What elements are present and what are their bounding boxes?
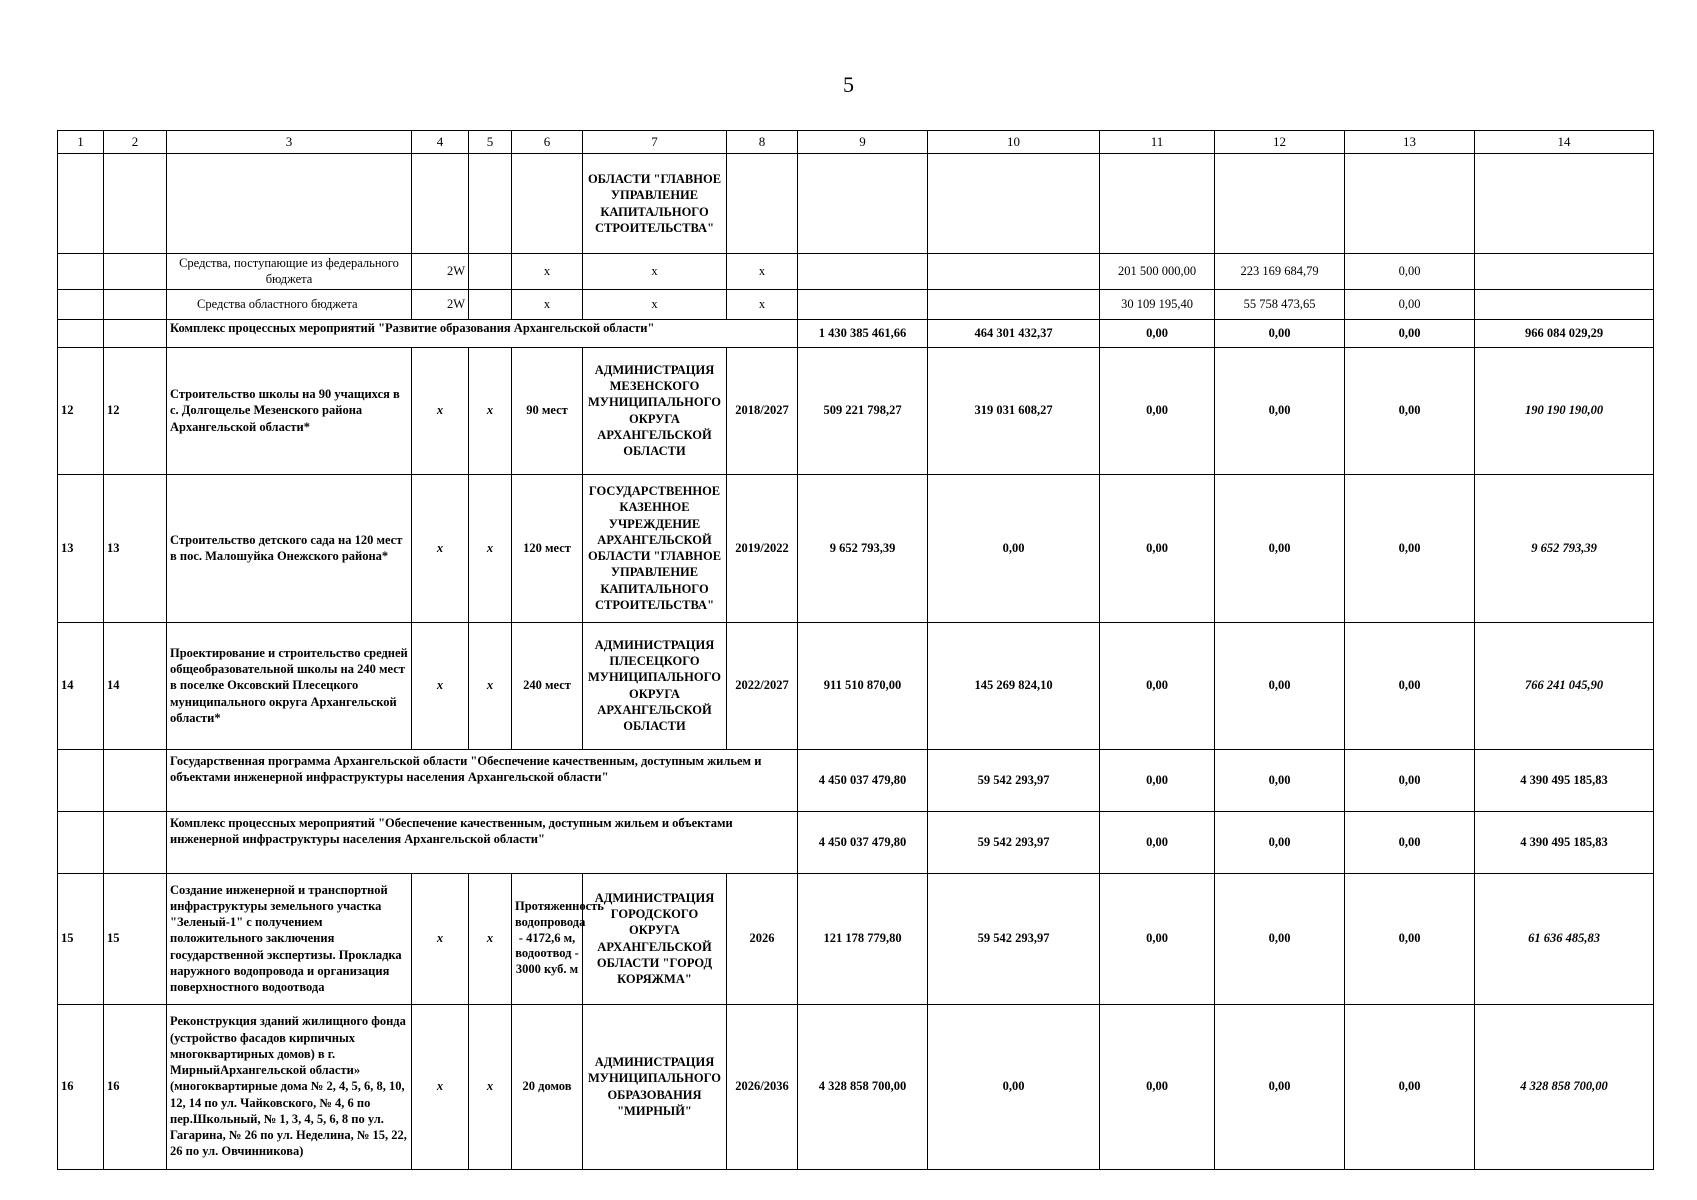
amount-cell: 0,00 (1100, 811, 1215, 873)
funding-source-label: Средства, поступающие из федерального бюджета (167, 254, 412, 290)
x-cell: x (512, 289, 583, 319)
col-header: 13 (1345, 131, 1475, 154)
x-cell: x (469, 474, 512, 622)
amount-cell: 0,00 (1345, 319, 1475, 347)
amount-cell: 0,00 (928, 1004, 1100, 1169)
organization-cell: АДМИНИСТРАЦИЯ ГОРОДСКОГО ОКРУГА АРХАНГЕЛЬСКОЙ ОБЛАСТИ "ГОРОД КОРЯЖМА" (583, 873, 727, 1004)
continuation-row (58, 154, 1654, 254)
col-header: 11 (1100, 131, 1215, 154)
amount-cell: 0,00 (1100, 347, 1215, 474)
organization-cell: ГОСУДАРСТВЕННОЕ КАЗЕННОЕ УЧРЕЖДЕНИЕ АРХАНГЕЛЬСКОЙ ОБЛАСТИ "ГЛАВНОЕ УПРАВЛЕНИЕ КАПИТАЛЬНОГО СТРОИТЕЛЬСТВА" (583, 474, 727, 622)
amount-cell: 59 542 293,97 (928, 811, 1100, 873)
x-cell: x (412, 873, 469, 1004)
table-row (58, 474, 1654, 622)
amount-cell: 0,00 (1100, 749, 1215, 811)
table-row (58, 873, 1654, 1004)
row-number: 12 (104, 347, 167, 474)
period-cell: 2018/2027 (727, 347, 798, 474)
amount-cell: 966 084 029,29 (1475, 319, 1654, 347)
amount-cell: 0,00 (1345, 622, 1475, 749)
row-number: 13 (58, 474, 104, 622)
amount-cell: 0,00 (1100, 622, 1215, 749)
row-number: 16 (104, 1004, 167, 1169)
col-header: 14 (1475, 131, 1654, 154)
row-number: 14 (58, 622, 104, 749)
amount-cell: 0,00 (1215, 749, 1345, 811)
amount-cell: 0,00 (1100, 474, 1215, 622)
amount-cell: 0,00 (1345, 474, 1475, 622)
amount-cell: 464 301 432,37 (928, 319, 1100, 347)
x-cell: x (469, 347, 512, 474)
row-number: 12 (58, 347, 104, 474)
row-number: 14 (104, 622, 167, 749)
col-header: 7 (583, 131, 727, 154)
amount-cell: 223 169 684,79 (1215, 254, 1345, 290)
x-cell: x (412, 347, 469, 474)
x-cell: x (469, 873, 512, 1004)
x-cell: x (412, 1004, 469, 1169)
object-name: Строительство детского сада на 120 мест в пос. Малошуйка Онежского района* (167, 474, 412, 622)
col-header: 6 (512, 131, 583, 154)
period-cell: 2022/2027 (727, 622, 798, 749)
col-header: 8 (727, 131, 798, 154)
amount-cell: 766 241 045,90 (1475, 622, 1654, 749)
period-cell: 2026 (727, 873, 798, 1004)
budget-table (57, 130, 1654, 1170)
amount-cell: 55 758 473,65 (1215, 289, 1345, 319)
table-row (58, 622, 1654, 749)
organization-cell: ОБЛАСТИ "ГЛАВНОЕ УПРАВЛЕНИЕ КАПИТАЛЬНОГО СТРОИТЕЛЬСТВА" (583, 154, 727, 254)
amount-cell: 0,00 (1215, 622, 1345, 749)
complex-education-row (58, 319, 1654, 347)
page-number: 5 (843, 72, 854, 97)
amount-cell: 509 221 798,27 (798, 347, 928, 474)
amount-cell: 0,00 (1100, 873, 1215, 1004)
amount-cell: 0,00 (1345, 749, 1475, 811)
regional-funds-row (58, 289, 1654, 319)
amount-cell: 0,00 (1345, 811, 1475, 873)
x-cell: x (583, 254, 727, 290)
amount-cell: 0,00 (1345, 289, 1475, 319)
row-number: 15 (104, 873, 167, 1004)
amount-cell: 0,00 (1100, 1004, 1215, 1169)
amount-cell: 4 450 037 479,80 (798, 749, 928, 811)
col-header: 9 (798, 131, 928, 154)
organization-cell: АДМИНИСТРАЦИЯ МУНИЦИПАЛЬНОГО ОБРАЗОВАНИЯ "МИРНЫЙ" (583, 1004, 727, 1169)
amount-cell: 145 269 824,10 (928, 622, 1100, 749)
federal-funds-row (58, 254, 1654, 290)
amount-cell: 9 652 793,39 (798, 474, 928, 622)
amount-cell: 4 328 858 700,00 (1475, 1004, 1654, 1169)
amount-cell: 319 031 608,27 (928, 347, 1100, 474)
organization-cell: АДМИНИСТРАЦИЯ МЕЗЕНСКОГО МУНИЦИПАЛЬНОГО ОКРУГА АРХАНГЕЛЬСКОЙ ОБЛАСТИ (583, 347, 727, 474)
amount-cell: 0,00 (1215, 1004, 1345, 1169)
table-row (58, 347, 1654, 474)
row-number: 16 (58, 1004, 104, 1169)
amount-cell: 0,00 (1345, 347, 1475, 474)
amount-cell: 121 178 779,80 (798, 873, 928, 1004)
amount-cell: 0,00 (1345, 873, 1475, 1004)
amount-cell: 0,00 (1215, 811, 1345, 873)
x-cell: x (727, 289, 798, 319)
x-cell: x (412, 474, 469, 622)
complex-housing-row (58, 811, 1654, 873)
amount-cell: 0,00 (1345, 1004, 1475, 1169)
funding-source-label: Средства областного бюджета (167, 289, 412, 319)
amount-cell: 9 652 793,39 (1475, 474, 1654, 622)
x-cell: x (583, 289, 727, 319)
code-cell: 2W (412, 254, 469, 290)
amount-cell: 59 542 293,97 (928, 749, 1100, 811)
amount-cell: 0,00 (1215, 474, 1345, 622)
program-row (58, 749, 1654, 811)
period-cell: 2019/2022 (727, 474, 798, 622)
amount-cell: 4 450 037 479,80 (798, 811, 928, 873)
x-cell: x (412, 622, 469, 749)
amount-cell: 0,00 (1345, 254, 1475, 290)
row-number: 15 (58, 873, 104, 1004)
amount-cell: 190 190 190,00 (1475, 347, 1654, 474)
col-header: 4 (412, 131, 469, 154)
x-cell: x (469, 1004, 512, 1169)
col-header: 3 (167, 131, 412, 154)
section-title: Государственная программа Архангельской области "Обеспечение качественным, доступным жильем и объектами инженерной инфраструктуры населения Архангельской области" (167, 749, 798, 811)
capacity-cell: 120 мест (512, 474, 583, 622)
section-title: Комплекс процессных мероприятий "Обеспечение качественным, доступным жильем и объектами инженерной инфраструктуры населения Архангельской области" (167, 811, 798, 873)
amount-cell: 0,00 (1215, 319, 1345, 347)
object-name: Создание инженерной и транспортной инфраструктуры земельного участка "Зеленый-1" с получением положительного заключения государственной экспертизы. Прокладка наружного водопровода и организация поверхностного водоотвода (167, 873, 412, 1004)
col-header: 10 (928, 131, 1100, 154)
organization-cell: АДМИНИСТРАЦИЯ ПЛЕСЕЦКОГО МУНИЦИПАЛЬНОГО ОКРУГА АРХАНГЕЛЬСКОЙ ОБЛАСТИ (583, 622, 727, 749)
amount-cell: 4 328 858 700,00 (798, 1004, 928, 1169)
amount-cell: 4 390 495 185,83 (1475, 749, 1654, 811)
amount-cell: 0,00 (1215, 873, 1345, 1004)
capacity-cell: 240 мест (512, 622, 583, 749)
code-cell: 2W (412, 289, 469, 319)
amount-cell: 0,00 (928, 474, 1100, 622)
row-number: 13 (104, 474, 167, 622)
object-name: Реконструкция зданий жилищного фонда (устройство фасадов кирпичных многоквартирных домов) в г. МирныйАрхангельской области» (многоквартирные дома № 2, 4, 5, 6, 8, 10, 12, 14 по ул. Чайковского, № 4, 6 по пер.Школьный, № 1, 3, 4, 5, 6, 8 по ул. Гагарина, № 26 по ул. Неделина, № 15, 22, 26 по ул. Овчинникова) (167, 1004, 412, 1169)
column-number-row (58, 131, 1654, 154)
amount-cell: 61 636 485,83 (1475, 873, 1654, 1004)
table-row (58, 1004, 1654, 1169)
capacity-cell: Протяженность водопровода - 4172,6 м, водоотвод - 3000 куб. м (512, 873, 583, 1004)
x-cell: x (512, 254, 583, 290)
object-name: Строительство школы на 90 учащихся в с. Долгощелье Мезенского района Архангельской области* (167, 347, 412, 474)
period-cell: 2026/2036 (727, 1004, 798, 1169)
amount-cell: 0,00 (1100, 319, 1215, 347)
amount-cell: 4 390 495 185,83 (1475, 811, 1654, 873)
col-header: 1 (58, 131, 104, 154)
amount-cell: 201 500 000,00 (1100, 254, 1215, 290)
col-header: 5 (469, 131, 512, 154)
amount-cell: 0,00 (1215, 347, 1345, 474)
section-title: Комплекс процессных мероприятий "Развитие образования Архангельской области" (167, 319, 798, 347)
capacity-cell: 90 мест (512, 347, 583, 474)
object-name: Проектирование и строительство средней общеобразовательной школы на 240 мест в поселке Оксовский Плесецкого муниципального округа Архангельской области* (167, 622, 412, 749)
col-header: 12 (1215, 131, 1345, 154)
capacity-cell: 20 домов (512, 1004, 583, 1169)
x-cell: x (727, 254, 798, 290)
amount-cell: 30 109 195,40 (1100, 289, 1215, 319)
amount-cell: 59 542 293,97 (928, 873, 1100, 1004)
x-cell: x (469, 622, 512, 749)
col-header: 2 (104, 131, 167, 154)
amount-cell: 911 510 870,00 (798, 622, 928, 749)
amount-cell: 1 430 385 461,66 (798, 319, 928, 347)
